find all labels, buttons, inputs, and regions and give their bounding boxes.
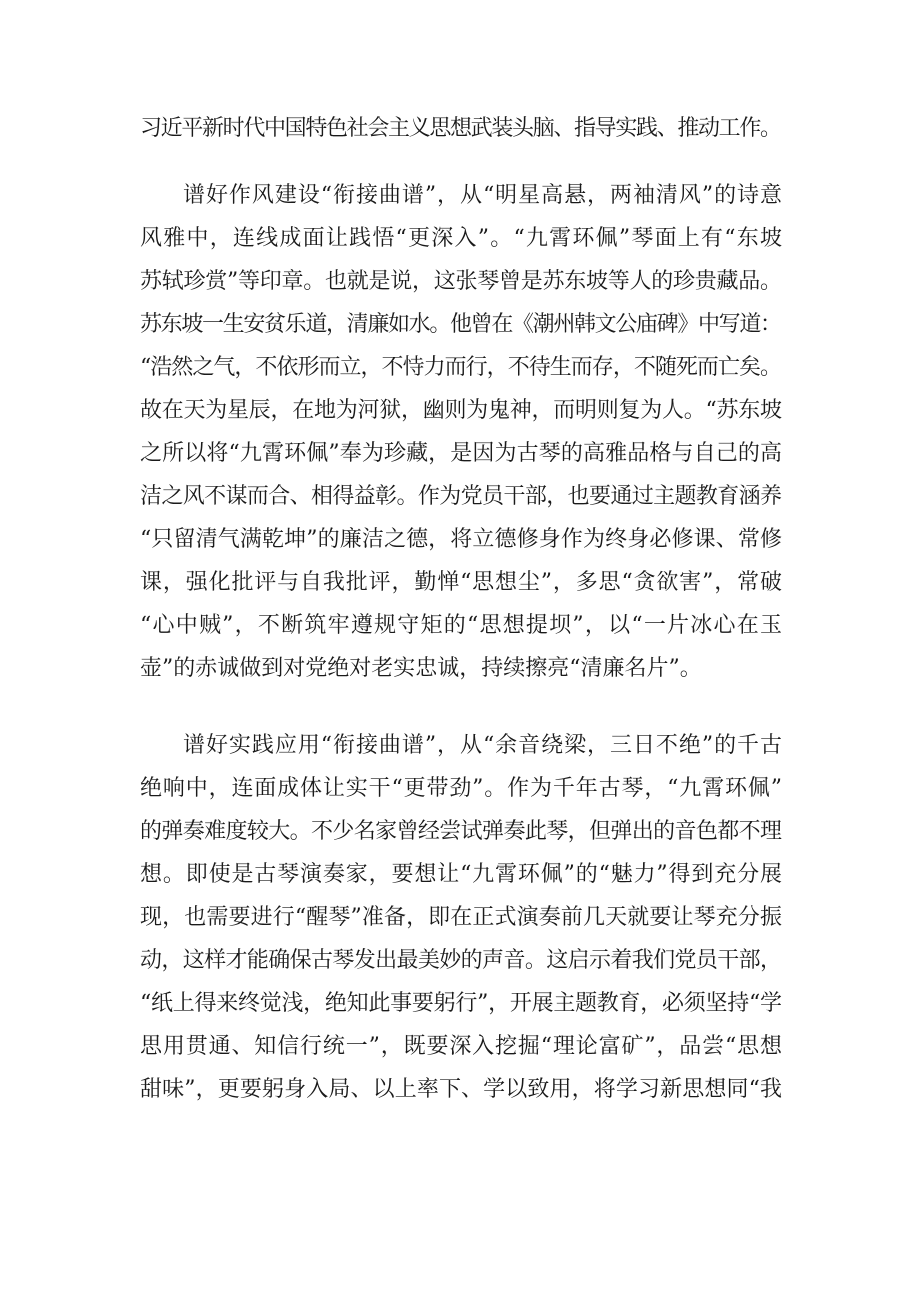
line-text: 苏东坡一生安贫乐道，清廉如水。他曾在《潮州韩文公庙碑》中写道：	[140, 312, 781, 337]
text-line	[0, 811, 920, 853]
line-text: 的弹奏难度较大。不少名家曾经尝试弹奏此琴，但弹出的音色都不理	[140, 819, 782, 844]
line-text: “心中贼”，不断筑牢遵规守矩的“思想提坝”，以“一片冰心在玉	[140, 613, 784, 638]
text-line	[0, 476, 920, 518]
text-line	[0, 648, 920, 690]
text-line	[0, 304, 920, 346]
text-line	[0, 940, 920, 982]
text-line	[0, 108, 920, 150]
line-text: 想。即使是古琴演奏家，要想让“九霄环佩”的“魅力”得到充分展	[140, 862, 783, 887]
line-text: 思用贯通、知信行统一”，既要深入挖掘“理论富矿”，品尝“思想	[140, 1034, 783, 1059]
text-line	[0, 519, 920, 561]
line-text: 绝响中，连面成体让实干“更带劲”。作为千年古琴，“九霄环佩”	[140, 776, 783, 801]
text-line	[0, 261, 920, 303]
text-line	[0, 725, 920, 767]
text-line	[0, 390, 920, 432]
text-line	[0, 1026, 920, 1068]
line-text: 习近平新时代中国特色社会主义思想武装头脑、指导实践、推动工作。	[140, 116, 781, 141]
line-text: 谱好作风建设“衔接曲谱”，从“明星高悬，两袖清风”的诗意	[183, 183, 783, 208]
line-text: 洁之风不谋而合、相得益彰。作为党员干部，也要通过主题教育涵养	[140, 484, 782, 509]
line-text: 壶”的赤诚做到对党绝对老实忠诚，持续擦亮“清廉名片”。	[140, 656, 702, 681]
line-text: “浩然之气，不依形而立，不恃力而行，不待生而存，不随死而亡矣。	[140, 355, 782, 380]
line-text: 谱好实践应用“衔接曲谱”，从“余音绕梁，三日不绝”的千古	[183, 733, 783, 758]
line-text: 风雅中，连线成面让践悟“更深入”。“九霄环佩”琴面上有“东坡	[140, 226, 784, 251]
text-line	[0, 768, 920, 810]
text-line	[0, 562, 920, 604]
line-text: 故在天为星辰，在地为河狱，幽则为鬼神，而明则复为人。“苏东坡	[140, 398, 782, 423]
line-text: 动，这样才能确保古琴发出最美妙的声音。这启示着我们党员干部，	[140, 948, 782, 973]
line-text: “纸上得来终觉浅，绝知此事要躬行”，开展主题教育，必须坚持“学	[140, 991, 782, 1016]
line-text: 之所以将“九霄环佩”奉为珍藏，是因为古琴的高雅品格与自己的高	[140, 441, 783, 466]
line-text: “只留清气满乾坤”的廉洁之德，将立德修身作为终身必修课、常修	[140, 527, 783, 552]
text-line	[0, 605, 920, 647]
text-line	[0, 983, 920, 1025]
line-text: 现，也需要进行“醒琴”准备，即在正式演奏前几天就要让琴充分振	[140, 905, 783, 930]
line-text: 甜味”，更要躬身入局、以上率下、学以致用，将学习新思想同“我	[140, 1077, 783, 1102]
line-text: 苏轼珍赏”等印章。也就是说，这张琴曾是苏东坡等人的珍贵藏品。	[140, 269, 782, 294]
line-text: 课，强化批评与自我批评，勤惮“思想尘”，多思“贪欲害”，常破	[140, 570, 783, 595]
text-line	[0, 175, 920, 217]
text-line	[0, 218, 920, 260]
text-line	[0, 854, 920, 896]
text-line	[0, 1069, 920, 1111]
text-line	[0, 897, 920, 939]
text-line	[0, 433, 920, 475]
text-line	[0, 347, 920, 389]
